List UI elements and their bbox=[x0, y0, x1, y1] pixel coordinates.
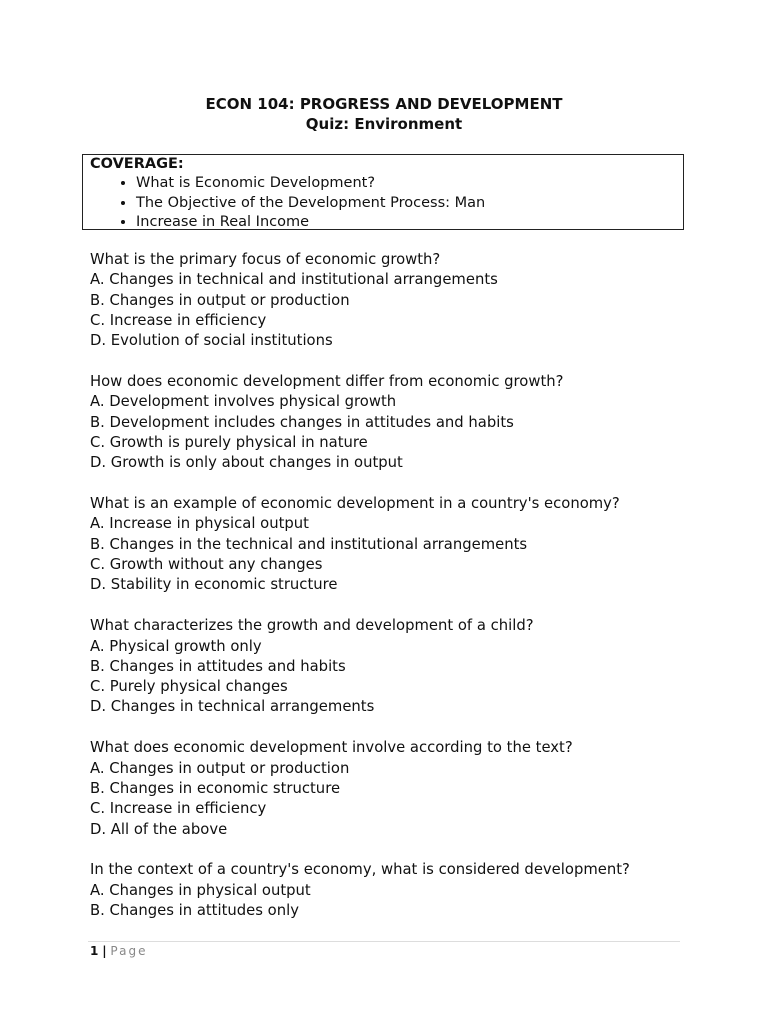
option-a: A. Physical growth only bbox=[90, 637, 262, 655]
option-b: B. Development includes changes in attitudes and habits bbox=[90, 413, 514, 431]
question-text: What does economic development involve according to the text? bbox=[90, 739, 573, 757]
option-c: C. Increase in efficiency bbox=[90, 311, 267, 329]
course-title: ECON 104: PROGRESS AND DEVELOPMENT bbox=[205, 95, 563, 113]
coverage-box bbox=[82, 154, 684, 230]
question-text: What is an example of economic development in a country's economy? bbox=[90, 495, 620, 513]
question-6 bbox=[90, 860, 710, 921]
coverage-item: • The Objective of the Development Process: Man bbox=[136, 194, 683, 213]
page-footer bbox=[90, 944, 147, 958]
coverage-list bbox=[90, 174, 683, 232]
option-d: D. Changes in technical arrangements bbox=[90, 698, 375, 716]
question-1 bbox=[90, 250, 710, 351]
questions-list bbox=[90, 250, 710, 942]
question-3 bbox=[90, 494, 710, 595]
footer-separator: | bbox=[102, 944, 107, 958]
coverage-item: • Increase in Real Income bbox=[136, 213, 683, 232]
option-d: D. Stability in economic structure bbox=[90, 576, 338, 594]
option-a: A. Changes in output or production bbox=[90, 759, 350, 777]
option-c: C. Growth without any changes bbox=[90, 556, 323, 574]
option-c: C. Purely physical changes bbox=[90, 678, 288, 696]
option-b: B. Changes in the technical and institutional arrangements bbox=[90, 535, 528, 553]
question-text: What is the primary focus of economic growth? bbox=[90, 251, 441, 268]
option-a: A. Changes in technical and institutional arrangements bbox=[90, 271, 498, 289]
option-d: D. Evolution of social institutions bbox=[90, 332, 333, 350]
question-4 bbox=[90, 616, 710, 717]
question-2 bbox=[90, 372, 710, 473]
page-number: 1 bbox=[90, 944, 99, 958]
option-a: A. Development involves physical growth bbox=[90, 393, 397, 411]
option-d: D. All of the above bbox=[90, 820, 228, 838]
question-text: In the context of a country's economy, what is considered development? bbox=[90, 861, 630, 879]
page-label: Page bbox=[110, 944, 148, 958]
option-b: B. Changes in attitudes only bbox=[90, 901, 299, 919]
coverage-heading: COVERAGE: bbox=[90, 156, 184, 172]
option-b: B. Changes in output or production bbox=[90, 291, 350, 309]
document-title-block bbox=[0, 94, 768, 134]
question-text: How does economic development differ from economic growth? bbox=[90, 373, 564, 391]
option-c: C. Growth is purely physical in nature bbox=[90, 433, 368, 451]
question-text: What characterizes the growth and development of a child? bbox=[90, 617, 534, 635]
coverage-item: • What is Economic Development? bbox=[136, 174, 683, 193]
question-5 bbox=[90, 738, 710, 839]
option-c: C. Increase in efficiency bbox=[90, 800, 267, 818]
option-b: B. Changes in attitudes and habits bbox=[90, 657, 346, 675]
quiz-title: Quiz: Environment bbox=[305, 115, 463, 133]
option-b: B. Changes in economic structure bbox=[90, 779, 341, 797]
option-d: D. Growth is only about changes in output bbox=[90, 454, 403, 472]
option-a: A. Changes in physical output bbox=[90, 881, 311, 899]
option-a: A. Increase in physical output bbox=[90, 515, 309, 533]
footer-divider bbox=[88, 941, 680, 942]
